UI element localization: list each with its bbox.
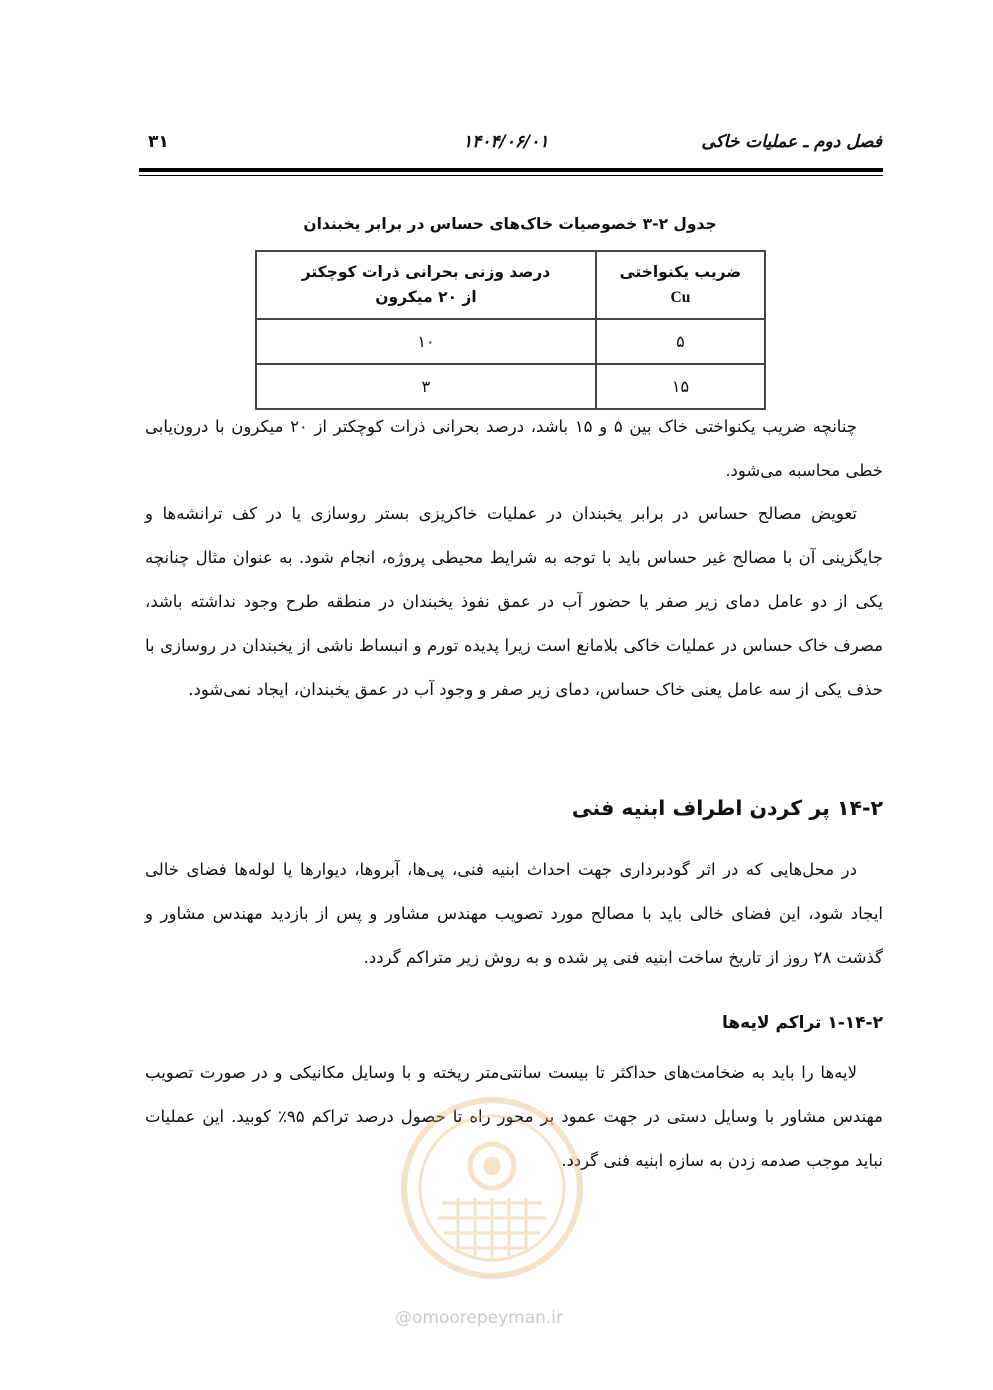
table-header-row	[256, 251, 765, 319]
chapter-title: فصل دوم ـ عملیات خاکی	[701, 132, 882, 152]
paragraph-backfill: در محل‌هایی که در اثر گودبرداری جهت احداث ابنیه فنی، پی‌ها، آبروها، دیوارها یا لوله‌ها فضای خالی ایجاد شود، این فضای خالی باید با مصالح مورد تصویب مهندس مشاور و پس از بازدید مهندس مشاور و گذشت ۲۸ روز از تاریخ ساخت ابنیه فنی پر شده و به روش زیر متراکم گردد.	[145, 860, 883, 967]
paragraph-layer-compaction: لایه‌ها را باید به ضخامت‌های حداکثر تا بیست سانتی‌متر ریخته و با وسایل مکانیکی و در صورت تصویب مهندس مشاور با وسایل دستی در جهت عمود بر محور راه تا حصول درصد تراکم ۹۵٪ کوبید. این عملیات نباید موجب صدمه زدن به سازه ابنیه فنی گردد.	[145, 1063, 883, 1170]
cell-cu: ۵	[596, 319, 765, 364]
header-col2-line1: درصد وزنی بحرانی ذرات کوچکتر	[301, 263, 551, 281]
header-uniformity-coefficient	[596, 251, 765, 319]
cell-percent: ۱۰	[256, 319, 596, 364]
header-date: ۱۴۰۴/۰۶/۰۱	[463, 132, 549, 152]
header-col2-line2: از ۲۰ میکرون	[375, 288, 477, 306]
table-row	[256, 364, 765, 409]
table-row	[256, 319, 765, 364]
cell-percent: ۳	[256, 364, 596, 409]
header-rule-thin	[139, 175, 883, 176]
watermark-seal-icon	[372, 1088, 612, 1328]
cell-cu: ۱۵	[596, 364, 765, 409]
page-header	[148, 132, 882, 158]
watermark-text: @omoorepeyman.ir	[395, 1308, 564, 1328]
paragraph-interpolation: چنانچه ضریب یکنواختی خاک بین ۵ و ۱۵ باشد، درصد بحرانی ذرات کوچکتر از ۲۰ میکرون با درون‌یابی خطی محاسبه می‌شود.	[145, 417, 883, 480]
header-col1-line2: Cu	[670, 289, 691, 306]
table-caption: جدول ۲-۳ خصوصیات خاک‌های حساس در برابر یخبندان	[303, 215, 717, 233]
page-number: ۳۱	[148, 132, 169, 152]
frost-sensitivity-table	[255, 250, 766, 410]
section-heading: ۱۴-۲ پر کردن اطراف ابنیه فنی	[571, 796, 883, 820]
subsection-heading: ۱-۱۴-۲ تراکم لایه‌ها	[722, 1013, 883, 1033]
header-col1-line1: ضریب یکنواختی	[619, 263, 742, 281]
header-critical-percent	[256, 251, 596, 319]
header-rule-thick	[139, 168, 883, 172]
paragraph-material-replacement: تعویض مصالح حساس در برابر یخبندان در عملیات خاکریزی بستر روسازی یا در کف ترانشه‌ها و جایگزینی آن با مصالح غیر حساس باید با توجه به شرایط محیطی پروژه، انجام شود. به عنوان مثال چنانچه یکی از دو عامل دمای زیر صفر یا حضور آب در عمق نفوذ یخبندان در منطقه طرح وجود نداشته باشد، مصرف خاک حساس در عملیات خاکی بلامانع است زیرا پدیده تورم و انبساط ناشی از یخبندان در روسازی با حذف یکی از سه عامل یعنی خاک حساس، دمای زیر صفر و وجود آب در عمق یخبندان، ایجاد نمی‌شود.	[145, 504, 883, 699]
